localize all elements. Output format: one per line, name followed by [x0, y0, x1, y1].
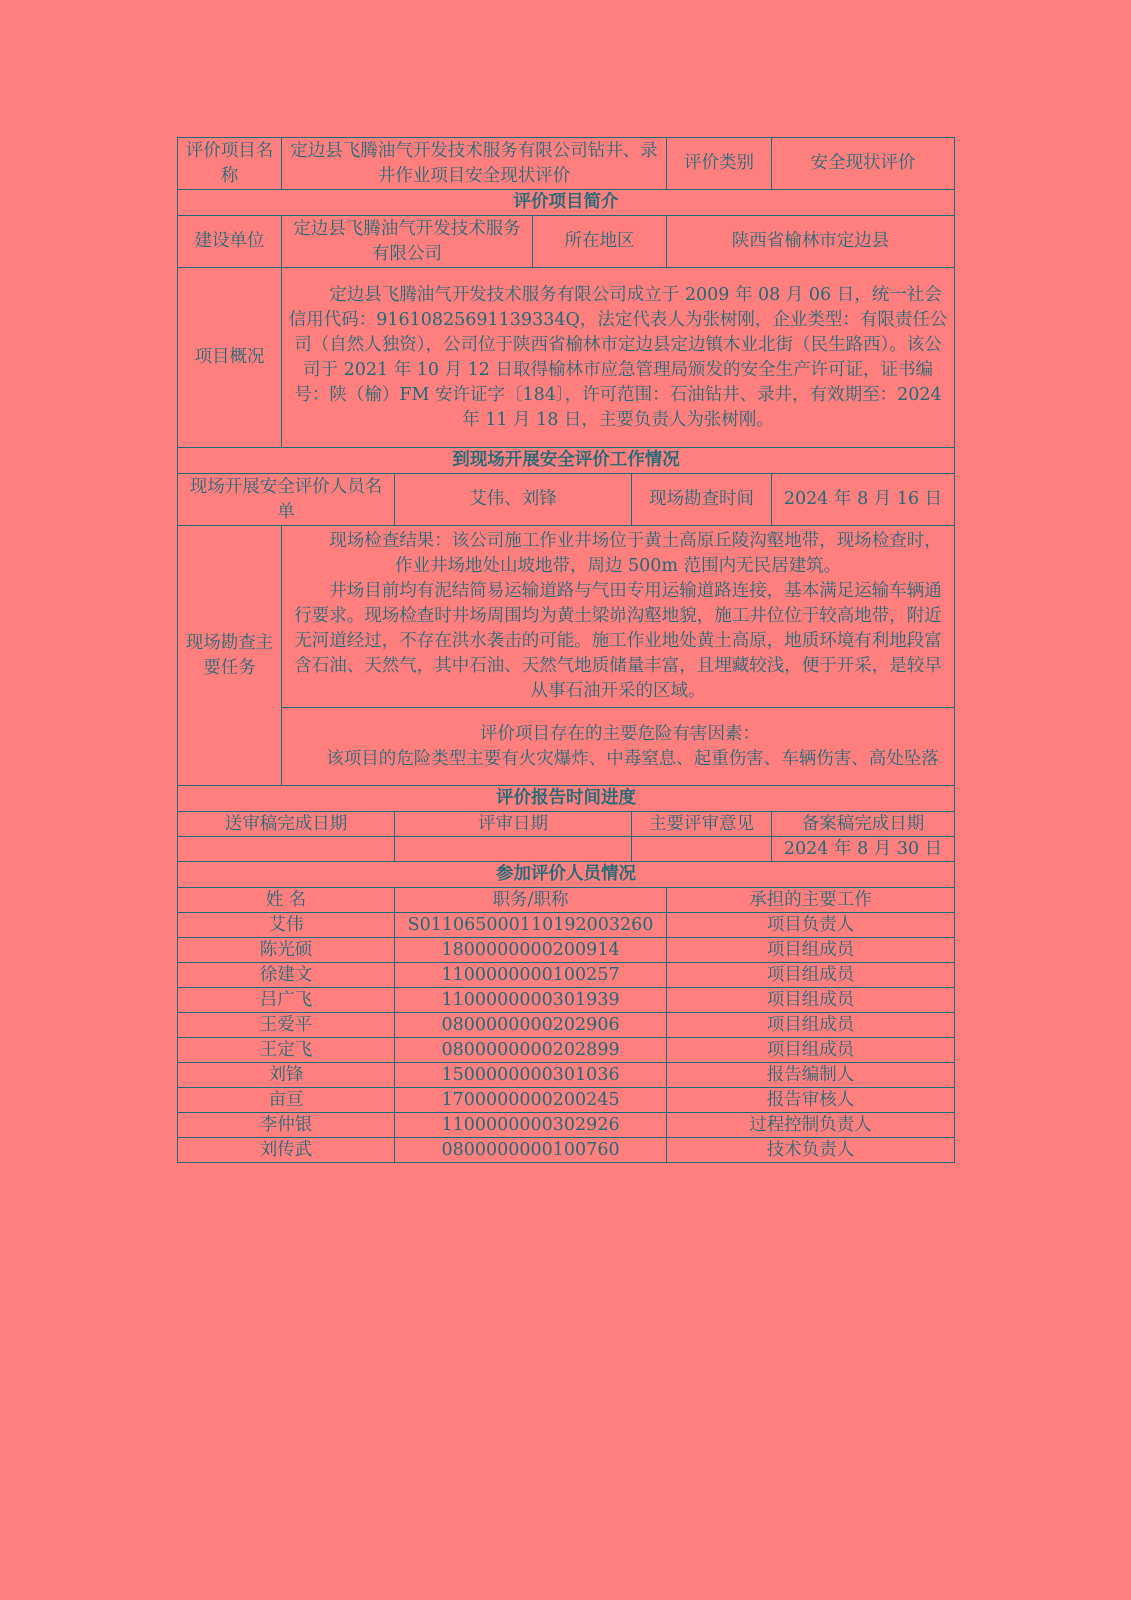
table-row	[178, 1063, 955, 1088]
staff-name: 刘锋	[178, 1063, 395, 1088]
staff-role: 项目组成员	[667, 938, 955, 963]
staff-name: 陈光硕	[178, 938, 395, 963]
schedule-header-opinion: 主要评审意见	[632, 812, 772, 837]
section-title-intro: 评价项目简介	[178, 190, 955, 216]
site-staff-label: 现场开展安全评价人员名单	[178, 474, 395, 526]
evaluation-table	[177, 137, 955, 1163]
table-row	[178, 1013, 955, 1038]
staff-name: 刘传武	[178, 1138, 395, 1163]
project-name-value: 定边县飞腾油气开发技术服务有限公司钻井、录井作业项目安全现状评价	[282, 138, 667, 190]
section-title-staff: 参加评价人员情况	[178, 862, 955, 888]
staff-name: 王爱平	[178, 1013, 395, 1038]
schedule-header-review: 评审日期	[395, 812, 632, 837]
staff-name: 亩亘	[178, 1088, 395, 1113]
region-value: 陕西省榆林市定边县	[667, 216, 955, 268]
table-row	[178, 963, 955, 988]
site-staff-value: 艾伟、刘锋	[395, 474, 632, 526]
staff-role: 项目组成员	[667, 1013, 955, 1038]
schedule-value-review	[395, 837, 632, 862]
site-time-label: 现场勘查时间	[632, 474, 772, 526]
project-overview-label: 项目概况	[178, 268, 282, 448]
staff-cert: 1500000000301036	[395, 1063, 667, 1088]
table-row	[178, 938, 955, 963]
project-overview-text: 定边县飞腾油气开发技术服务有限公司成立于 2009 年 08 月 06 日，统一社会信用代码：91610825691139334Q，法定代表人为张树刚，企业类型：有限责任公司（自然人独资），公司位于陕西省榆林市定边县定边镇木业北街（民生路西）。该公司于 2021 年 10 月 12 日取得榆林市应急管理局颁发的安全生产许可证，证书编号：陕（榆）FM 安许证字〔184〕，许可范围：石油钻井、录井，有效期至：2024 年 11 月 18 日，主要负责人为张树刚。	[282, 268, 955, 448]
site-result-paragraph-2: 井场目前均有泥结简易运输道路与气田专用运输道路连接，基本满足运输车辆通行要求。现场检查时井场周围均为黄土梁峁沟壑地貌，施工井位位于较高地带，附近无河道经过，不存在洪水袭击的可能。施工作业地处黄土高原，地质环境有利地段富含石油、天然气，其中石油、天然气地质储量丰富，且埋藏较浅，便于开采，是较早从事石油开采的区域。	[294, 581, 942, 701]
table-row	[178, 1038, 955, 1063]
evaluation-info-sheet	[177, 137, 954, 1163]
schedule-value-filing: 2024 年 8 月 30 日	[772, 837, 955, 862]
staff-cert: 1700000000200245	[395, 1088, 667, 1113]
site-result-paragraph-1: 现场检查结果：该公司施工作业井场位于黄土高原丘陵沟壑地带，现场检查时，作业井场地处山坡地带，周边 500m 范围内无民居建筑。	[329, 531, 942, 576]
project-type-value: 安全现状评价	[772, 138, 955, 190]
staff-header-name: 姓 名	[178, 888, 395, 913]
site-time-value: 2024 年 8 月 16 日	[772, 474, 955, 526]
hazard-text: 该项目的危险类型主要有火灾爆炸、中毒窒息、起重伤害、车辆伤害、高处坠落	[326, 748, 939, 769]
staff-cert: 0800000000100760	[395, 1138, 667, 1163]
site-hazards	[282, 708, 955, 786]
staff-role: 项目组成员	[667, 1038, 955, 1063]
staff-role: 报告编制人	[667, 1063, 955, 1088]
construction-unit-label: 建设单位	[178, 216, 282, 268]
staff-cert: 0800000000202899	[395, 1038, 667, 1063]
staff-name: 徐建文	[178, 963, 395, 988]
hazard-title: 评价项目存在的主要危险有害因素：	[480, 723, 761, 744]
staff-name: 王定飞	[178, 1038, 395, 1063]
staff-cert: 1100000000302926	[395, 1113, 667, 1138]
site-task-label: 现场勘查主要任务	[178, 526, 282, 786]
staff-cert: 1800000000200914	[395, 938, 667, 963]
staff-role: 报告审核人	[667, 1088, 955, 1113]
staff-cert: 1100000000301939	[395, 988, 667, 1013]
staff-header-title: 职务/职称	[395, 888, 667, 913]
staff-role: 技术负责人	[667, 1138, 955, 1163]
staff-role: 过程控制负责人	[667, 1113, 955, 1138]
staff-name: 吕广飞	[178, 988, 395, 1013]
staff-cert: S011065000110192003260	[395, 913, 667, 938]
schedule-value-opinion	[632, 837, 772, 862]
table-row	[178, 1113, 955, 1138]
staff-name: 艾伟	[178, 913, 395, 938]
table-row	[178, 1138, 955, 1163]
staff-name: 李仲银	[178, 1113, 395, 1138]
table-row	[178, 988, 955, 1013]
staff-role: 项目组成员	[667, 988, 955, 1013]
section-title-site: 到现场开展安全评价工作情况	[178, 448, 955, 474]
construction-unit-value: 定边县飞腾油气开发技术服务有限公司	[282, 216, 533, 268]
region-label: 所在地区	[533, 216, 667, 268]
site-check-results	[282, 526, 955, 708]
table-row	[178, 913, 955, 938]
schedule-value-submit	[178, 837, 395, 862]
table-row	[178, 1088, 955, 1113]
staff-cert: 0800000000202906	[395, 1013, 667, 1038]
staff-role: 项目负责人	[667, 913, 955, 938]
staff-role: 项目组成员	[667, 963, 955, 988]
project-type-label: 评价类别	[667, 138, 772, 190]
section-title-schedule: 评价报告时间进度	[178, 786, 955, 812]
project-name-label: 评价项目名称	[178, 138, 282, 190]
staff-cert: 1100000000100257	[395, 963, 667, 988]
schedule-header-submit: 送审稿完成日期	[178, 812, 395, 837]
staff-header-work: 承担的主要工作	[667, 888, 955, 913]
schedule-header-filing: 备案稿完成日期	[772, 812, 955, 837]
